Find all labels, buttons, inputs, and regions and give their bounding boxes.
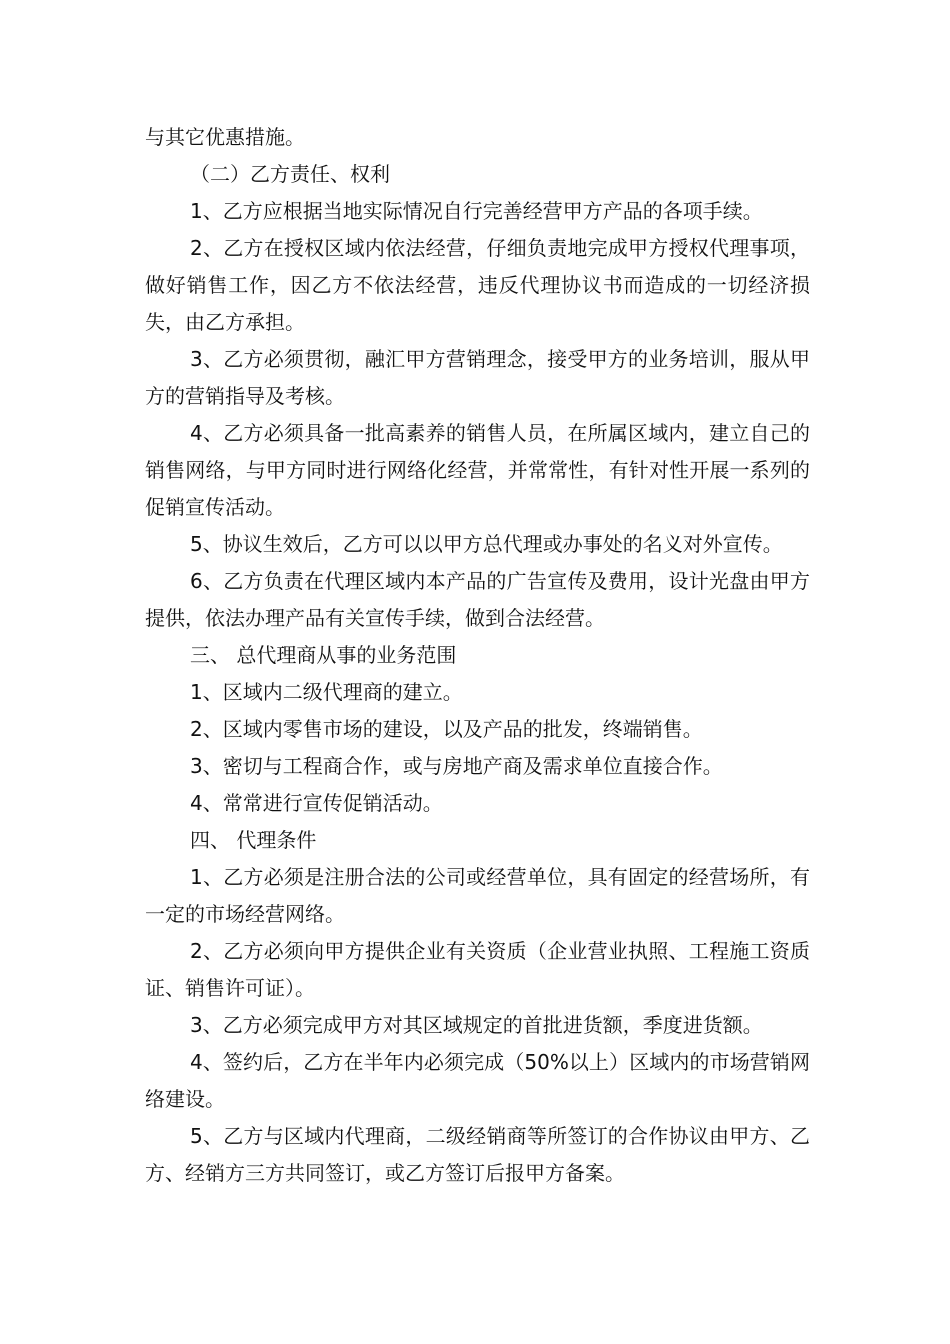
paragraph-16: 2、乙方必须向甲方提供企业有关资质（企业营业执照、工程施工资质证、销售许可证）。 <box>145 939 810 1000</box>
section-heading-9: 三、 总代理商从事的业务范围 <box>190 643 457 667</box>
paragraph-11: 2、区域内零售市场的建设，以及产品的批发，终端销售。 <box>190 717 703 741</box>
paragraph-7: 5、协议生效后，乙方可以以甲方总代理或办事处的名义对外宣传。 <box>190 532 783 556</box>
paragraph-6: 4、乙方必须具备一批高素养的销售人员，在所属区域内，建立自己的销售网络，与甲方同时进行网络化经营，并常常性，有针对性开展一系列的促销宣传活动。 <box>145 421 810 519</box>
paragraph-13: 4、常常进行宣传促销活动。 <box>190 791 443 815</box>
paragraph-4: 2、乙方在授权区域内依法经营，仔细负责地完成甲方授权代理事项，做好销售工作，因乙方不依法经营，违反代理协议书而造成的一切经济损失，由乙方承担。 <box>145 236 810 334</box>
paragraph-17: 3、乙方必须完成甲方对其区域规定的首批进货额，季度进货额。 <box>190 1013 763 1037</box>
paragraph-3: 1、乙方应根据当地实际情况自行完善经营甲方产品的各项手续。 <box>190 199 763 223</box>
paragraph-12: 3、密切与工程商合作，或与房地产商及需求单位直接合作。 <box>190 754 723 778</box>
paragraph-18: 4、签约后，乙方在半年内必须完成（50%以上）区域内的市场营销网络建设。 <box>145 1050 810 1111</box>
paragraph-1: 与其它优惠措施。 <box>145 125 305 149</box>
section-heading-14: 四、 代理条件 <box>190 828 317 852</box>
section-heading-2: （二）乙方责任、权利 <box>190 162 390 186</box>
paragraph-10: 1、区域内二级代理商的建立。 <box>190 680 463 704</box>
paragraph-5: 3、乙方必须贯彻，融汇甲方营销理念，接受甲方的业务培训，服从甲方的营销指导及考核。 <box>145 347 810 408</box>
document-body <box>145 119 810 1192</box>
paragraph-15: 1、乙方必须是注册合法的公司或经营单位，具有固定的经营场所，有一定的市场经营网络。 <box>145 865 810 926</box>
paragraph-8: 6、乙方负责在代理区域内本产品的广告宣传及费用，设计光盘由甲方提供，依法办理产品有关宣传手续，做到合法经营。 <box>145 569 810 630</box>
paragraph-19: 5、乙方与区域内代理商，二级经销商等所签订的合作协议由甲方、乙方、经销方三方共同签订，或乙方签订后报甲方备案。 <box>145 1124 810 1185</box>
